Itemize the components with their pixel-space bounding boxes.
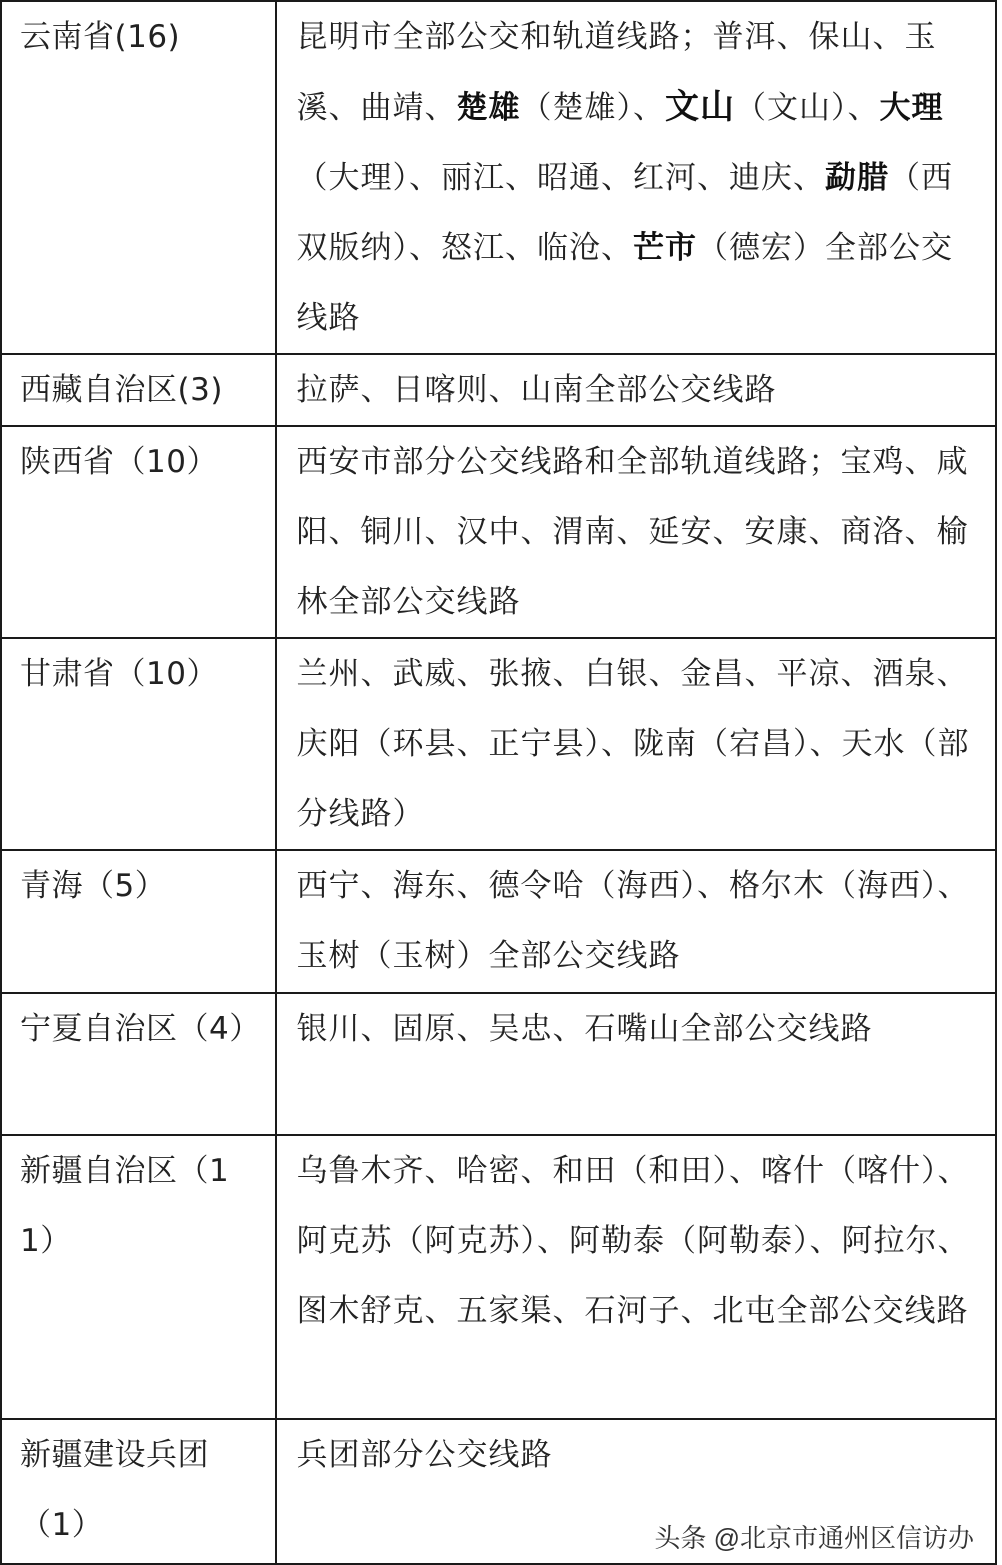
detail-segment: 兵团部分公交线路 [296, 1437, 553, 1473]
detail-text [277, 1135, 995, 1346]
detail-text [277, 1, 995, 353]
region-name: 西藏自治区(3) [20, 372, 223, 408]
region-cell [1, 1135, 276, 1419]
detail-segment: 西宁、海东、德令哈（海西）、格尔木（海西）、玉树（玉树）全部公交线路 [296, 868, 970, 974]
detail-segment: （德宏）全部公交线路 [296, 230, 954, 336]
highlighted-city: 大理 [879, 90, 944, 126]
region-cell [1, 354, 276, 426]
highlighted-city: 楚雄 [456, 90, 521, 126]
highlighted-city: 芒市 [633, 230, 698, 266]
detail-cell [276, 426, 996, 638]
region-name: 新疆建设兵团（1） [20, 1437, 209, 1543]
detail-cell [276, 638, 996, 850]
table-row [1, 1, 996, 354]
watermark: 头条 @北京市通州区信访办 [650, 1518, 978, 1555]
region-cell [1, 426, 276, 638]
region-cell [1, 1, 276, 354]
region-cell [1, 638, 276, 850]
detail-cell [276, 850, 996, 993]
table-body [1, 1, 996, 1564]
detail-cell [276, 993, 996, 1135]
detail-text [277, 1419, 995, 1490]
region-name: 新疆自治区（11） [20, 1153, 230, 1259]
region-cell [1, 993, 276, 1135]
detail-segment: 昆明市全部公交和轨道线路；普洱、保山、玉溪、曲靖、 [296, 19, 937, 126]
detail-text [277, 638, 995, 849]
detail-segment: 拉萨、日喀则、山南全部公交线路 [296, 372, 777, 408]
detail-segment: （大理）、丽江、昭通、红河、迪庆、 [296, 160, 826, 196]
highlighted-city: 文山 [665, 87, 736, 127]
region-name: 云南省(16) [20, 19, 181, 55]
region-name: 甘肃省（10） [20, 656, 218, 692]
table-row [1, 1135, 996, 1419]
region-cell [1, 850, 276, 993]
table-row [1, 638, 996, 850]
detail-text [277, 993, 995, 1064]
detail-text [277, 426, 995, 637]
region-cell [1, 1419, 276, 1564]
detail-text [277, 354, 995, 425]
detail-cell [276, 1135, 996, 1419]
table-row [1, 354, 996, 426]
detail-text [277, 850, 995, 991]
detail-segment: 兰州、武威、张掖、白银、金昌、平凉、酒泉、庆阳（环县、正宁县）、陇南（宕昌）、天水（部分线路） [296, 656, 970, 832]
region-name: 陕西省（10） [20, 444, 218, 480]
detail-segment: （西双版纳）、怒江、临沧、 [296, 160, 954, 266]
detail-segment: 乌鲁木齐、哈密、和田（和田）、喀什（喀什）、阿克苏（阿克苏）、阿勒泰（阿勒泰）、阿拉尔、图木舒克、五家渠、石河子、北屯全部公交线路 [296, 1153, 970, 1329]
region-name: 青海（5） [20, 868, 167, 904]
detail-cell [276, 354, 996, 426]
table-row [1, 426, 996, 638]
table-row [1, 850, 996, 993]
detail-cell [276, 1, 996, 354]
detail-segment: 银川、固原、吴忠、石嘴山全部公交线路 [296, 1011, 873, 1047]
detail-segment: （文山）、 [735, 90, 880, 126]
table-row [1, 993, 996, 1135]
highlighted-city: 勐腊 [825, 160, 890, 196]
detail-segment: 西安市部分公交线路和全部轨道线路；宝鸡、咸阳、铜川、汉中、渭南、延安、安康、商洛、榆林全部公交线路 [296, 444, 969, 620]
detail-segment: （楚雄）、 [520, 90, 666, 126]
region-name: 宁夏自治区（4） [20, 1011, 261, 1047]
